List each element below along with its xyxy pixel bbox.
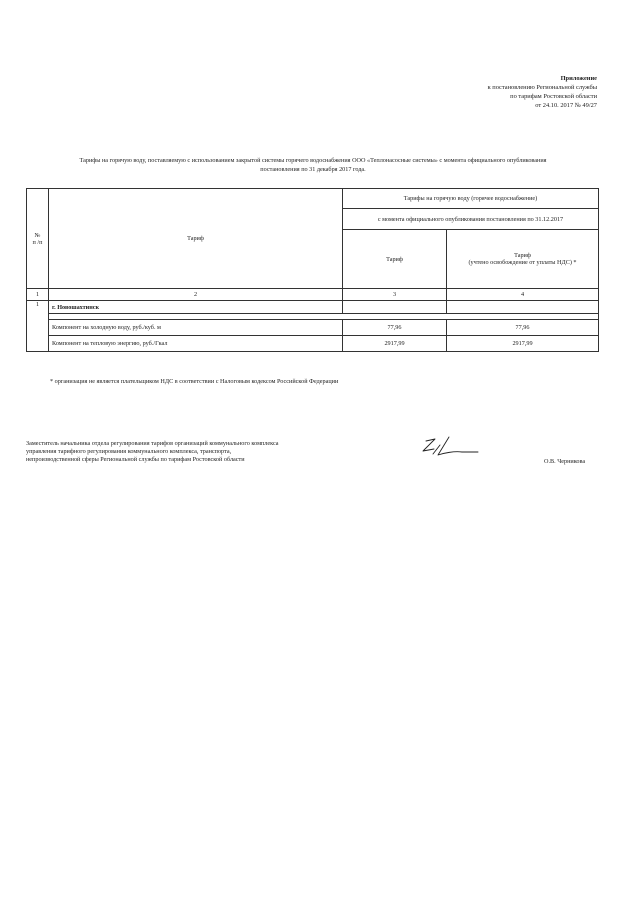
appendix-title: Приложение: [560, 75, 597, 82]
component-label: Компонент на тепловую энергию, руб./Гкал: [49, 336, 343, 352]
handwritten-signature: [420, 434, 482, 460]
signer-position-line-3: непроизводственной сферы Региональной службы по тарифам Ростовской области: [26, 456, 245, 463]
table-header-row: [27, 189, 599, 209]
table-row: [27, 320, 599, 336]
signer-position-line-2: управления тарифного регулирования коммунального комплекса, транспорта,: [26, 448, 232, 455]
column-header-number: № п /п: [27, 189, 49, 289]
signer-position: [26, 440, 279, 464]
column-number: 1: [27, 289, 49, 301]
column-header-tariff: Тариф: [49, 189, 343, 289]
signer-position-line-1: Заместитель начальника отдела регулирования тарифов организаций коммунального комплекса: [26, 440, 279, 447]
component-tariff: 2917,99: [343, 336, 447, 352]
component-tariff-vat: 2917,99: [447, 336, 599, 352]
tariff-table: [26, 188, 599, 352]
row-number: 1: [27, 301, 49, 352]
column-number: 4: [447, 289, 599, 301]
appendix-line-1: к постановлению Региональной службы: [487, 84, 597, 91]
component-tariff: 77,96: [343, 320, 447, 336]
document-title-line-1: Тарифы на горячую воду, поставляемую с использованием закрытой системы горячего водоснабжения ООО «Теплонасосные системы» с момента официального опубликования: [79, 157, 547, 164]
column-number: 3: [343, 289, 447, 301]
column-number: 2: [49, 289, 343, 301]
appendix-header: [488, 74, 597, 110]
signer-name: О.В. Черникова: [544, 458, 586, 465]
column-numbers-row: [27, 289, 599, 301]
document-title-line-2: постановления по 31 декабря 2017 года.: [260, 166, 366, 173]
period-header: с момента официального опубликования постановления по 31.12.2017: [343, 209, 599, 230]
subheader-tariff: Тариф: [343, 230, 447, 289]
vat-footnote: * организация не является плательщиком НДС в соответствии с Налоговым кодексом Российской Федерации: [50, 378, 339, 385]
group-header: Тарифы на горячую воду (горячее водоснабжение): [343, 189, 599, 209]
subheader-tariff-vat: Тариф (учтено освобождение от уплаты НДС) *: [447, 230, 599, 289]
document-title: [28, 156, 598, 174]
empty-cell: [343, 301, 447, 314]
component-tariff-vat: 77,96: [447, 320, 599, 336]
empty-cell: [447, 301, 599, 314]
table-row: [27, 336, 599, 352]
table-row: [27, 301, 599, 314]
city-name: г. Новошахтинск: [49, 301, 343, 314]
component-label: Компонент на холодную воду, руб./куб. м: [49, 320, 343, 336]
appendix-line-2: по тарифам Ростовской области: [510, 93, 597, 100]
appendix-line-3: от 24.10. 2017 № 49/27: [535, 102, 597, 109]
